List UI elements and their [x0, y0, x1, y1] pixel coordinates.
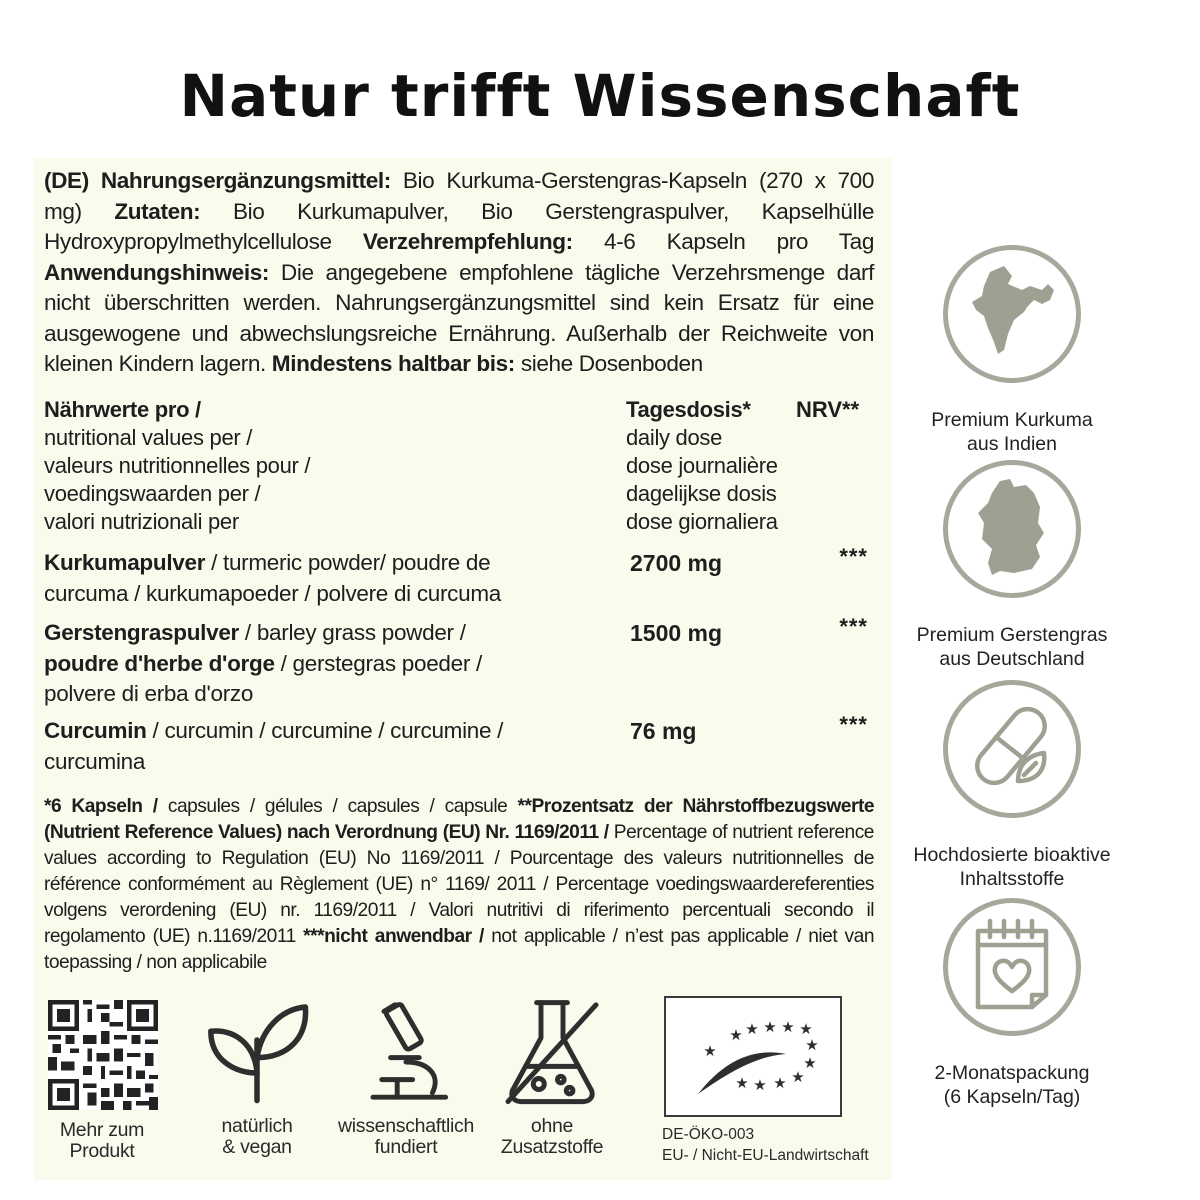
- nutrient-dose: 1500 mg: [630, 620, 723, 646]
- text-best-before: siehe Dosenboden: [514, 351, 703, 376]
- nutrient-dose: 2700 mg: [630, 550, 723, 576]
- label-usage-notes: Anwendungshinweis:: [44, 259, 270, 285]
- page-title: Natur trifft Wissenschaft: [179, 62, 1021, 130]
- text-recommendation: 4-6 Kapseln pro Tag: [572, 229, 874, 254]
- eu-organic-leaf-icon: [666, 998, 840, 1115]
- vegan-caption: natürlich & vegan: [221, 1115, 293, 1158]
- svg-text:★: ★: [803, 1054, 817, 1072]
- nutrient-translations: / barley grass powder /: [238, 620, 466, 645]
- per-label-en: nutritional values per /: [44, 425, 253, 450]
- footnote-paragraph: [44, 794, 874, 976]
- nutrient-name: Gerstengraspulver: [44, 620, 239, 645]
- nutrient-name-fr: poudre d'herbe d'orge: [44, 650, 275, 676]
- feature-germany-caption: Premium Gerstengras aus Deutschland: [916, 624, 1108, 670]
- no-additives-caption: ohne Zusatzstoffe: [500, 1115, 604, 1158]
- svg-text:★: ★: [773, 1074, 787, 1092]
- footnote-nrv-text: Percentage of nutrient reference values according to Regulation (EU) No 1169/2011 / Pourcentage des valeurs nutritionnelles de référence conformément au Règlement (UE) n° 1169/ 2011 / Percentage voedingswaardereferenties volgens verordening (EU) nr. 1169/2011 / Valori nutritivi di riferimento percentuali secondo il regolamento (UE) n.1169/2011: [44, 822, 874, 947]
- capsule-leaf-icon: [948, 685, 1076, 813]
- nutrient-nrv: ***: [839, 614, 868, 639]
- svg-text:★: ★: [799, 1020, 813, 1038]
- svg-text:★: ★: [745, 1020, 759, 1038]
- eu-agriculture-origin: EU- / Nicht-EU-Landwirtschaft: [662, 1147, 869, 1164]
- per-label-it: valori nutrizionali per: [44, 509, 239, 534]
- label-ingredients: Zutaten:: [114, 198, 201, 224]
- nutrient-desc: [44, 618, 544, 710]
- footnote-nrv-label: **Prozentsatz der Nährstoffbezugswerte (Nutrient Reference Values) nach Verordnung (EU) Nr. 1169/2011 /: [44, 796, 875, 843]
- nutrient-translations-2: / gerstegras poeder / polvere di erba d'orzo: [44, 650, 482, 706]
- feature-two-month-pack-caption: 2-Monatspackung (6 Kapseln/Tag): [934, 1062, 1090, 1108]
- nutrient-nrv: ***: [839, 544, 868, 569]
- footnote-capsules-text: capsules / gélules / capsules / capsule: [157, 796, 518, 817]
- feature-india-caption: Premium Kurkuma aus Indien: [931, 409, 1093, 455]
- science-badge: [326, 996, 486, 1158]
- nutrient-desc: [44, 548, 544, 609]
- svg-text:★: ★: [805, 1036, 819, 1054]
- dose-label-it: dose giornaliera: [626, 509, 778, 534]
- label-recommendation: Verzehrempfehlung:: [362, 229, 573, 254]
- feature-germany: [900, 460, 1124, 671]
- nutrient-name: Kurkumapulver: [44, 550, 206, 575]
- svg-text:★: ★: [791, 1068, 805, 1086]
- nutrient-name: Curcumin: [44, 718, 147, 743]
- label-product-type: (DE) Nahrungsergänzungsmittel:: [44, 168, 391, 193]
- per-labels: [44, 396, 310, 536]
- dose-label-fr: dose journalière: [626, 453, 778, 478]
- science-caption: wissenschaftlich fundiert: [337, 1115, 475, 1158]
- eu-organic-logo: [664, 996, 842, 1117]
- dose-label-en: daily dose: [626, 425, 723, 450]
- nutrient-desc: [44, 716, 544, 777]
- eu-organic-caption: [662, 1124, 869, 1166]
- nrv-label: NRV**: [796, 397, 860, 422]
- supplement-label-panel: [34, 158, 892, 1180]
- per-label-nl: voedingswaarden per /: [44, 481, 261, 506]
- svg-text:★: ★: [781, 1018, 795, 1036]
- leaf-icon: [202, 996, 312, 1106]
- footnote-capsules-label: *6 Kapseln /: [44, 796, 158, 817]
- nutrient-dose: 76 mg: [630, 718, 697, 744]
- footnote-na-text: not applicable / n’est pas applicable / niet van toepassing / non applicabile: [44, 926, 874, 973]
- svg-text:★: ★: [703, 1042, 717, 1060]
- germany-map-icon: [948, 465, 1076, 593]
- qr-caption: Mehr zum Produkt: [59, 1119, 145, 1162]
- per-label-fr: valeurs nutritionnelles pour /: [44, 453, 311, 478]
- svg-text:★: ★: [763, 1018, 777, 1036]
- vegan-badge: [192, 996, 322, 1158]
- feature-bioactive: [900, 680, 1124, 891]
- per-label-de: Nährwerte pro /: [44, 397, 201, 422]
- feature-two-month-pack: [900, 898, 1124, 1109]
- feature-india: [900, 245, 1124, 456]
- eu-control-code: DE-ÖKO-003: [662, 1126, 755, 1143]
- dose-labels: [626, 396, 778, 536]
- india-map-icon: [948, 250, 1076, 378]
- label-best-before: Mindestens haltbar bis:: [271, 351, 515, 376]
- nutrient-translations: / turmeric powder/ poudre de curcuma / kurkumapoeder / polvere di curcuma: [44, 550, 502, 606]
- footnote-na-label: ***nicht anwendbar /: [303, 926, 484, 947]
- calendar-heart-icon: [948, 903, 1076, 1031]
- microscope-icon: [351, 996, 461, 1106]
- nutrient-nrv: ***: [839, 712, 868, 737]
- feature-bioactive-caption: Hochdosierte bioaktive Inhaltsstoffe: [913, 844, 1111, 890]
- text-usage-notes: Die angegebene empfohlene tägliche Verzehrsmenge darf nicht überschritten werden. Nahrungsergänzungsmittel sind kein Ersatz für eine ausgewogene und abwechslungsreiche Ernährung. Außerhalb der Reichweite von kleinen Kindern lagern.: [44, 259, 874, 376]
- dose-label-de: Tagesdosis*: [626, 397, 751, 422]
- ingredients-paragraph: [44, 166, 874, 380]
- text-ingredients: Bio Kurkumapulver, Bio Gerstengraspulver, Kapselhülle Hydroxypropylmethylcellulose: [44, 198, 874, 254]
- qr-code-icon[interactable]: [48, 1000, 158, 1110]
- dose-label-nl: dagelijkse dosis: [626, 481, 777, 506]
- svg-text:★: ★: [729, 1026, 743, 1044]
- svg-text:★: ★: [753, 1076, 767, 1094]
- crossed-flask-icon: [497, 996, 607, 1106]
- text-product-type: Bio Kurkuma-Gerstengras-Kapseln (270 x 700 mg): [44, 168, 875, 224]
- nutrient-translations: / curcumin / curcumine / curcumine / curcumina: [44, 718, 504, 774]
- no-additives-badge: [482, 996, 622, 1158]
- svg-text:★: ★: [735, 1074, 749, 1092]
